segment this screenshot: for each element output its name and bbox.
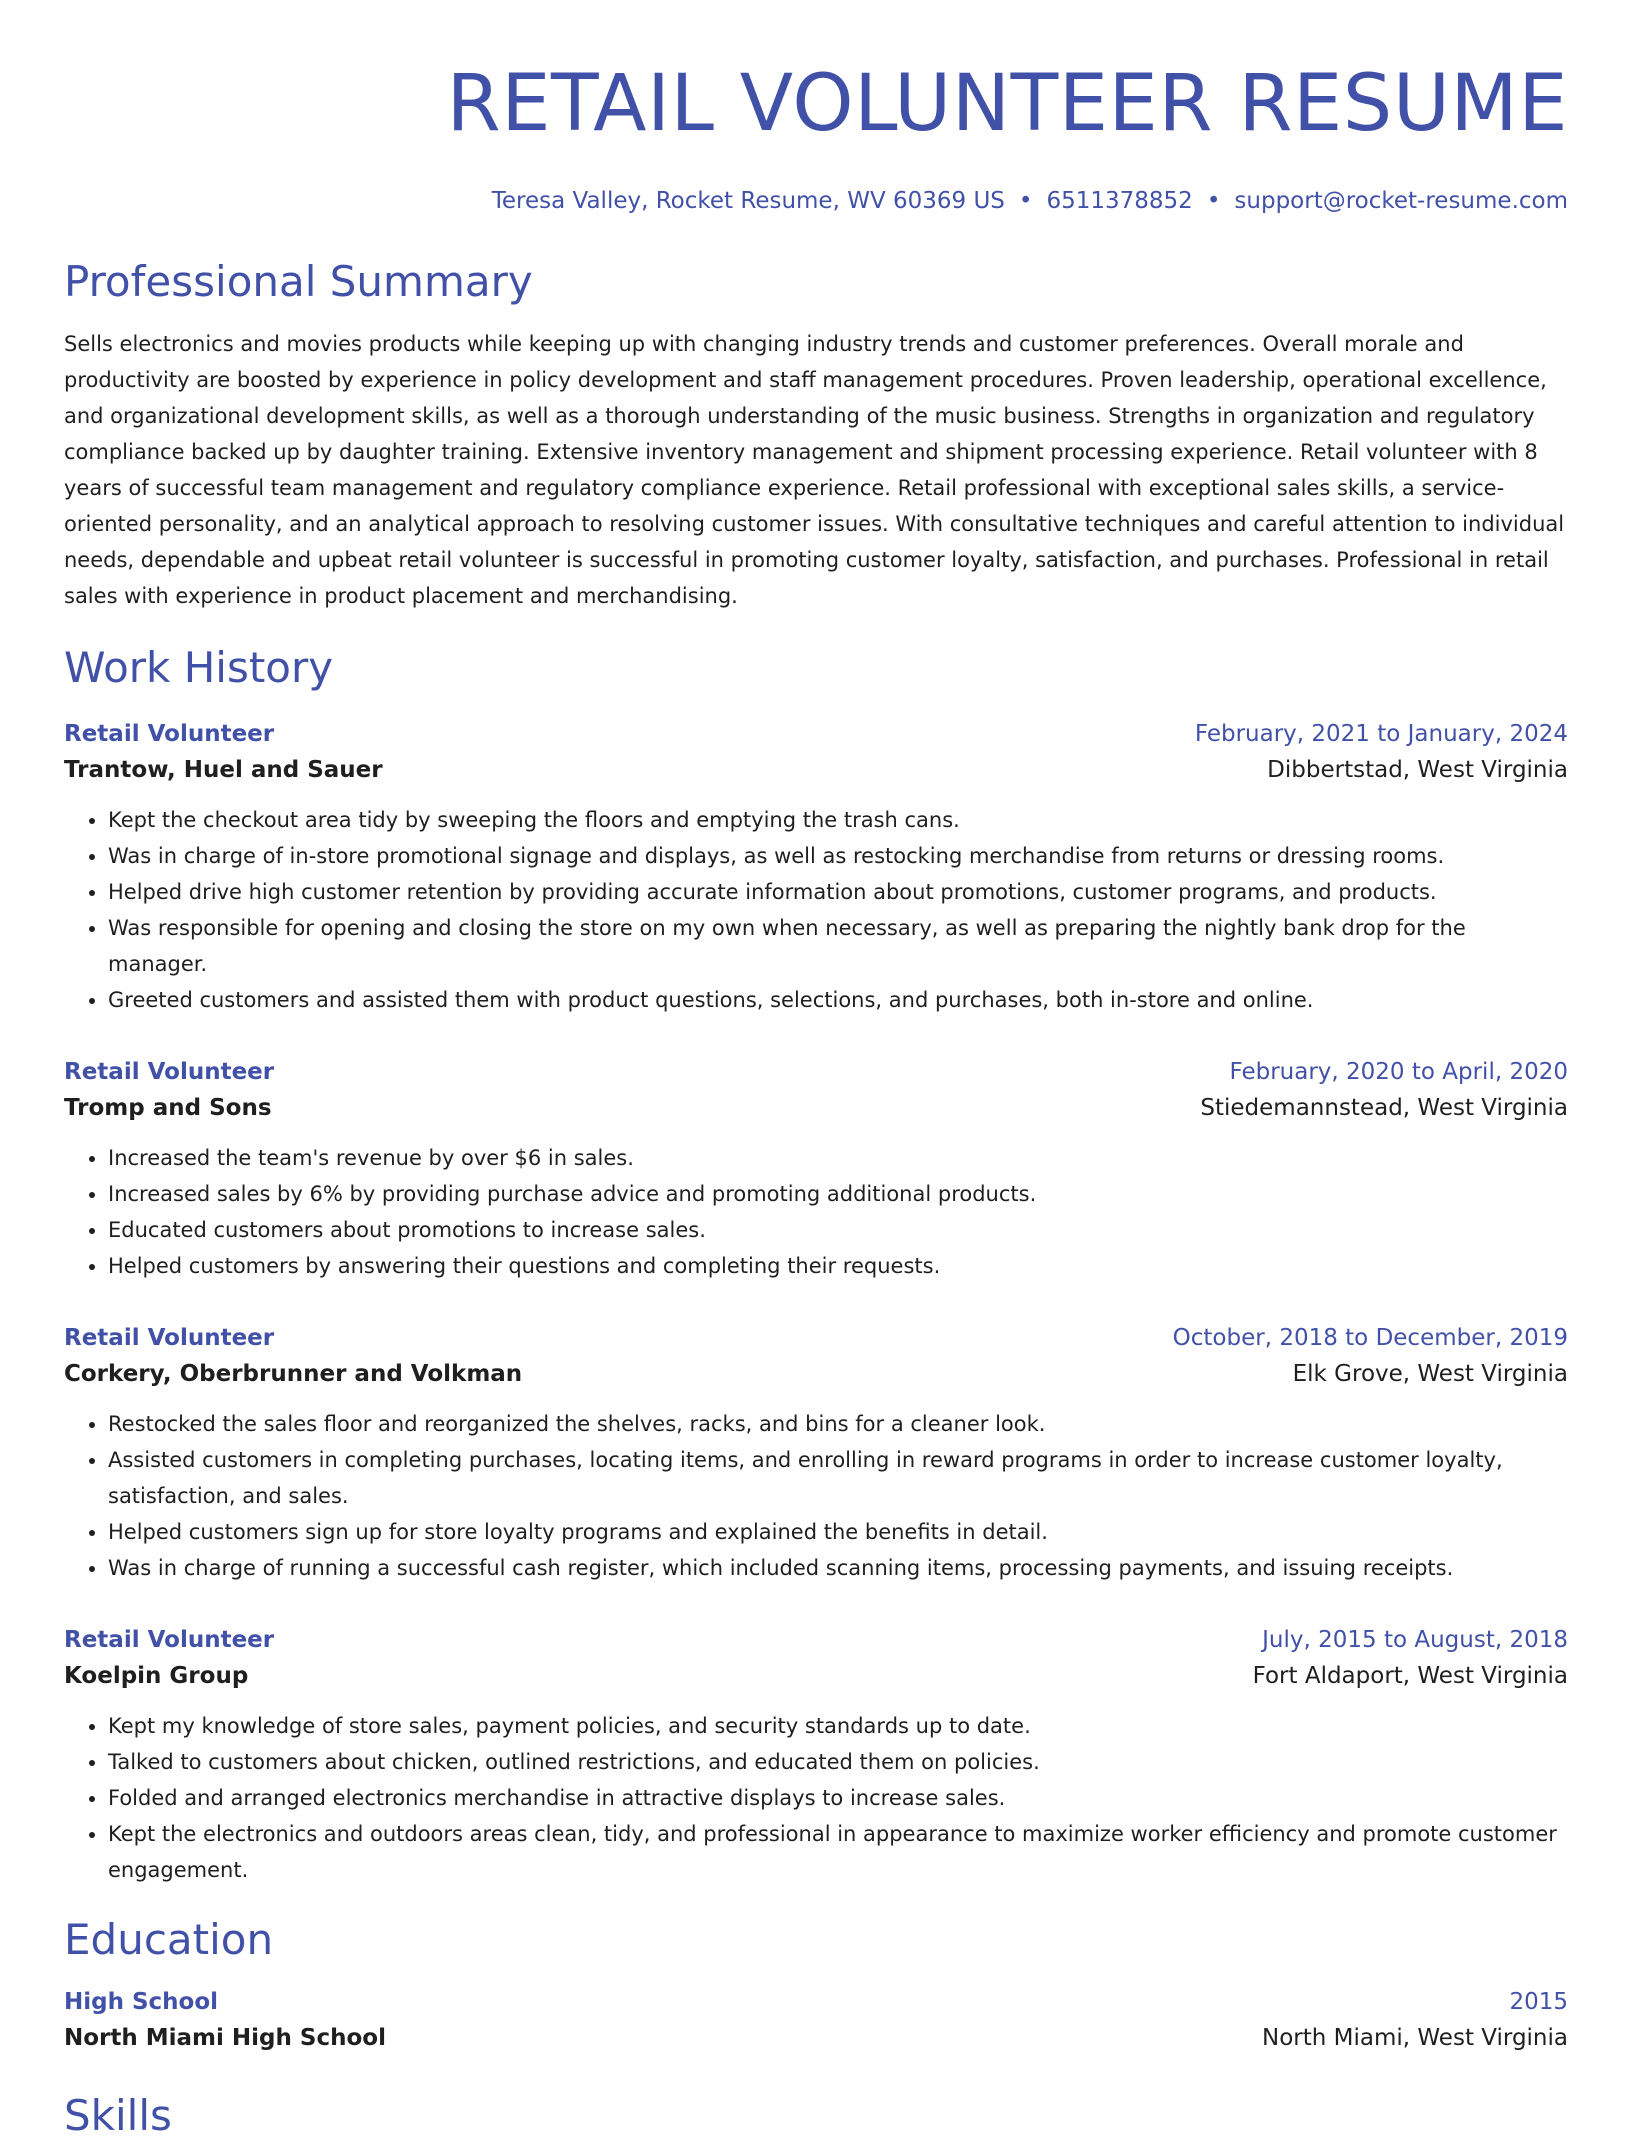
job-bullet: • Was in charge of in-store promotional signage and displays, as well as restocking merchandise from returns or dressing rooms. (108, 838, 1568, 874)
job-title: Retail Volunteer (64, 721, 275, 747)
job-bullet: • Kept the electronics and outdoors areas clean, tidy, and professional in appearance to maximize worker efficiency and promote customer engagement. (108, 1816, 1568, 1888)
summary-text: Sells electronics and movies products while keeping up with changing industry trends and customer preferences. Overall morale and productivity are boosted by experience in policy development and staff management procedures. Proven leadership, operational excellence, and organizational development skills, as well as a thorough understanding of the music business. Strengths in organization and regulatory compliance backed up by daughter training. Extensive inventory management and shipment processing experience. Retail volunteer with 8 years of successful team management and regulatory compliance experience. Retail professional with exceptional sales skills, a service-oriented personality, and an analytical approach to resolving customer issues. With consultative techniques and careful attention to individual needs, dependable and upbeat retail volunteer is successful in promoting customer loyalty, satisfaction, and purchases. Professional in retail sales with experience in product placement and merchandising. (64, 332, 1565, 608)
summary-heading: Professional Summary (64, 257, 533, 306)
job-bullet: • Talked to customers about chicken, outlined restrictions, and educated them on policies. (108, 1744, 1568, 1780)
job-bullet: • Assisted customers in completing purchases, locating items, and enrolling in reward programs in order to increase customer loyalty, satisfaction, and sales. (108, 1442, 1568, 1514)
job-dates: July, 2015 to August, 2018 (1262, 1627, 1568, 1653)
job-entry (64, 1622, 1568, 1888)
job-bullet: • Was in charge of running a successful cash register, which included scanning items, processing payments, and issuing receipts. (108, 1550, 1568, 1586)
job-bullet: • Kept my knowledge of store sales, payment policies, and security standards up to date. (108, 1708, 1568, 1744)
job-company: Trantow, Huel and Sauer (64, 757, 383, 783)
job-bullet: • Restocked the sales floor and reorganized the shelves, racks, and bins for a cleaner look. (108, 1406, 1568, 1442)
education-entry (64, 1984, 1568, 2056)
job-title: Retail Volunteer (64, 1059, 275, 1085)
resume-title: RETAIL VOLUNTEER RESUME (446, 59, 1568, 149)
contact-phone: 6511378852 (1046, 188, 1193, 214)
job-bullet: • Educated customers about promotions to increase sales. (108, 1212, 1568, 1248)
skills-heading: Skills (64, 2091, 172, 2140)
job-dates: February, 2020 to April, 2020 (1229, 1059, 1568, 1085)
job-bullet: • Helped customers sign up for store loyalty programs and explained the benefits in detail. (108, 1514, 1568, 1550)
job-title: Retail Volunteer (64, 1627, 275, 1653)
job-location: Elk Grove, West Virginia (1292, 1361, 1568, 1387)
contact-line (64, 186, 1568, 216)
job-bullets (64, 802, 1568, 1018)
contact-separator: • (1018, 188, 1033, 214)
resume-header (64, 58, 1568, 216)
job-bullets (64, 1708, 1568, 1888)
job-entry (64, 716, 1568, 1018)
job-title: Retail Volunteer (64, 1325, 275, 1351)
education-location: North Miami, West Virginia (1262, 2025, 1568, 2051)
job-bullet: • Kept the checkout area tidy by sweeping the floors and emptying the trash cans. (108, 802, 1568, 838)
job-bullet: • Folded and arranged electronics merchandise in attractive displays to increase sales. (108, 1780, 1568, 1816)
job-location: Dibbertstad, West Virginia (1267, 757, 1568, 783)
job-dates: October, 2018 to December, 2019 (1172, 1325, 1568, 1351)
job-bullets (64, 1406, 1568, 1586)
job-bullet: • Increased the team's revenue by over $6 in sales. (108, 1140, 1568, 1176)
job-bullets (64, 1140, 1568, 1284)
education-heading: Education (64, 1915, 274, 1964)
job-dates: February, 2021 to January, 2024 (1194, 721, 1568, 747)
job-location: Stiedemannstead, West Virginia (1200, 1095, 1568, 1121)
work-history-heading: Work History (64, 643, 334, 692)
job-location: Fort Aldaport, West Virginia (1252, 1663, 1568, 1689)
job-bullet: • Helped customers by answering their questions and completing their requests. (108, 1248, 1568, 1284)
job-entry (64, 1320, 1568, 1586)
job-company: Corkery, Oberbrunner and Volkman (64, 1361, 523, 1387)
job-company: Koelpin Group (64, 1663, 249, 1689)
education-year: 2015 (1509, 1989, 1568, 2015)
education-school: North Miami High School (64, 2025, 386, 2051)
education-degree: High School (64, 1989, 219, 2015)
contact-address: Teresa Valley, Rocket Resume, WV 60369 US (491, 188, 1005, 214)
contact-separator: • (1206, 188, 1221, 214)
contact-email: support@rocket-resume.com (1234, 188, 1568, 214)
job-bullet: • Greeted customers and assisted them with product questions, selections, and purchases, both in-store and online. (108, 982, 1568, 1018)
job-entry (64, 1054, 1568, 1284)
job-bullet: • Increased sales by 6% by providing purchase advice and promoting additional products. (108, 1176, 1568, 1212)
job-bullet: • Helped drive high customer retention by providing accurate information about promotions, customer programs, and products. (108, 874, 1568, 910)
job-bullet: • Was responsible for opening and closing the store on my own when necessary, as well as preparing the nightly bank drop for the manager. (108, 910, 1568, 982)
job-company: Tromp and Sons (64, 1095, 272, 1121)
